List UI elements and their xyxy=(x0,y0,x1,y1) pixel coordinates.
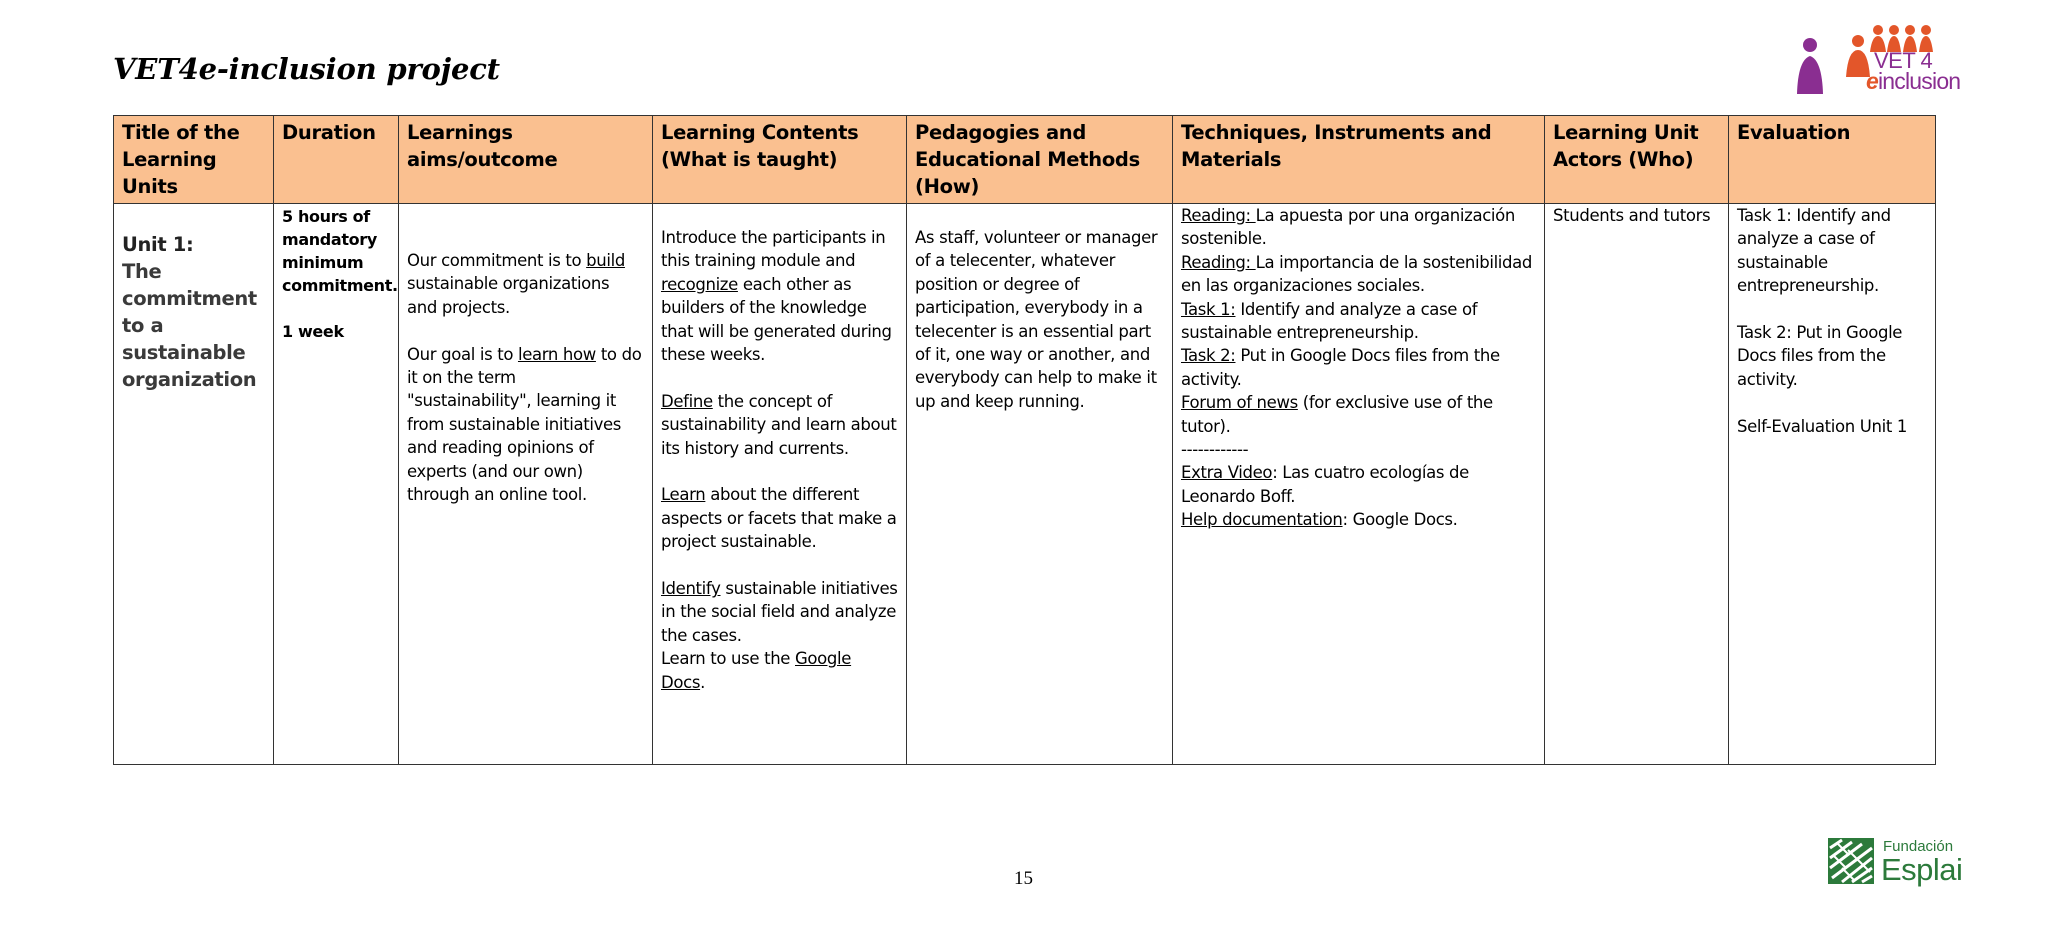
technique-reading-1: Reading: La apuesta por una organización sostenible. xyxy=(1181,206,1516,249)
header-title-units: Title of the Learning Units xyxy=(114,116,274,204)
header-actors: Learning Unit Actors (Who) xyxy=(1545,116,1729,204)
technique-task-2: Task 2: Put in Google Docs files from the activity. xyxy=(1181,346,1500,389)
cell-pedagogies xyxy=(907,204,1173,765)
aims-paragraph-1: Our commitment is to build sustainable organizations and projects. xyxy=(407,251,625,317)
vet4einclusion-logo xyxy=(1796,22,1961,96)
technique-extra-video: Extra Video: Las cuatro ecologías de Leonardo Boff. xyxy=(1181,463,1469,506)
esplai-logo-line2: Esplai xyxy=(1881,852,1963,887)
fundacion-esplai-logo xyxy=(1828,836,1962,888)
cell-actors xyxy=(1545,204,1729,765)
contents-paragraph-3: Learn about the different aspects or facets that make a project sustainable. xyxy=(661,485,897,552)
contents-paragraph-2: Define the concept of sustainability and learn about its history and currents. xyxy=(661,391,897,458)
technique-help-doc: Help documentation: Google Docs. xyxy=(1181,510,1458,530)
unit-name: The commitment to a sustainable organization xyxy=(122,260,257,391)
evaluation-task-2: Task 2: Put in Google Docs files from the activity. xyxy=(1737,323,1903,389)
evaluation-self: Self-Evaluation Unit 1 xyxy=(1737,416,1908,436)
cell-evaluation xyxy=(1729,204,1936,765)
header-pedagogies: Pedagogies and Educational Methods (How) xyxy=(907,116,1173,204)
cell-unit-title xyxy=(114,204,274,765)
contents-paragraph-5: Learn to use the Google Docs. xyxy=(661,649,852,692)
header-duration: Duration xyxy=(274,116,399,204)
esplai-emblem-icon xyxy=(1828,838,1876,886)
page-number: 15 xyxy=(1014,868,1033,889)
aims-paragraph-2: Our goal is to learn how to do it on the term "sustainability", learning it from sustainable initiatives and reading opinions of experts (and our own) through an online tool. xyxy=(407,344,642,505)
contents-paragraph-4: Identify sustainable initiatives in the social field and analyze the cases. xyxy=(661,579,898,645)
technique-forum: Forum of news (for exclusive use of the tutor). xyxy=(1181,393,1493,436)
logo-text-inclusion: einclusion xyxy=(1866,68,1961,94)
header-contents: Learning Contents (What is taught) xyxy=(653,116,907,204)
table-row xyxy=(114,204,1936,765)
actors-text: Students and tutors xyxy=(1553,206,1711,225)
page-title: VET4e-inclusion project xyxy=(113,52,500,86)
unit-label: Unit 1: xyxy=(122,233,194,256)
cell-aims xyxy=(399,204,653,765)
evaluation-task-1: Task 1: Identify and analyze a case of sustainable entrepreneurship. xyxy=(1737,206,1891,296)
technique-separator: ------------ xyxy=(1181,440,1249,460)
cell-techniques xyxy=(1173,204,1545,765)
learning-units-table xyxy=(113,115,1936,765)
esplai-logo-line1: Fundación xyxy=(1883,838,1954,855)
header-aims: Learnings aims/outcome xyxy=(399,116,653,204)
contents-paragraph-1: Introduce the participants in this training module and recognize each other as builders of the knowledge that will be generated during these weeks. xyxy=(661,228,892,365)
logo-text-vet4: VET 4 xyxy=(1874,48,1933,73)
pedagogies-text: As staff, volunteer or manager of a telecenter, whatever position or degree of participation, everybody in a telecenter is an essential part of it, one way or another, and everybody can help to make it up and keep running. xyxy=(915,228,1158,411)
duration-weeks: 1 week xyxy=(282,322,344,342)
duration-hours: 5 hours of mandatory minimum commitment. xyxy=(282,207,398,295)
header-techniques: Techniques, Instruments and Materials xyxy=(1173,116,1545,204)
cell-duration xyxy=(274,204,399,765)
technique-task-1: Task 1: Identify and analyze a case of sustainable entrepreneurship. xyxy=(1181,299,1478,343)
header-evaluation: Evaluation xyxy=(1729,116,1936,204)
cell-contents xyxy=(653,204,907,765)
technique-reading-2: Reading: La importancia de la sostenibilidad en las organizaciones sociales. xyxy=(1181,252,1533,296)
table-header-row xyxy=(114,116,1936,204)
